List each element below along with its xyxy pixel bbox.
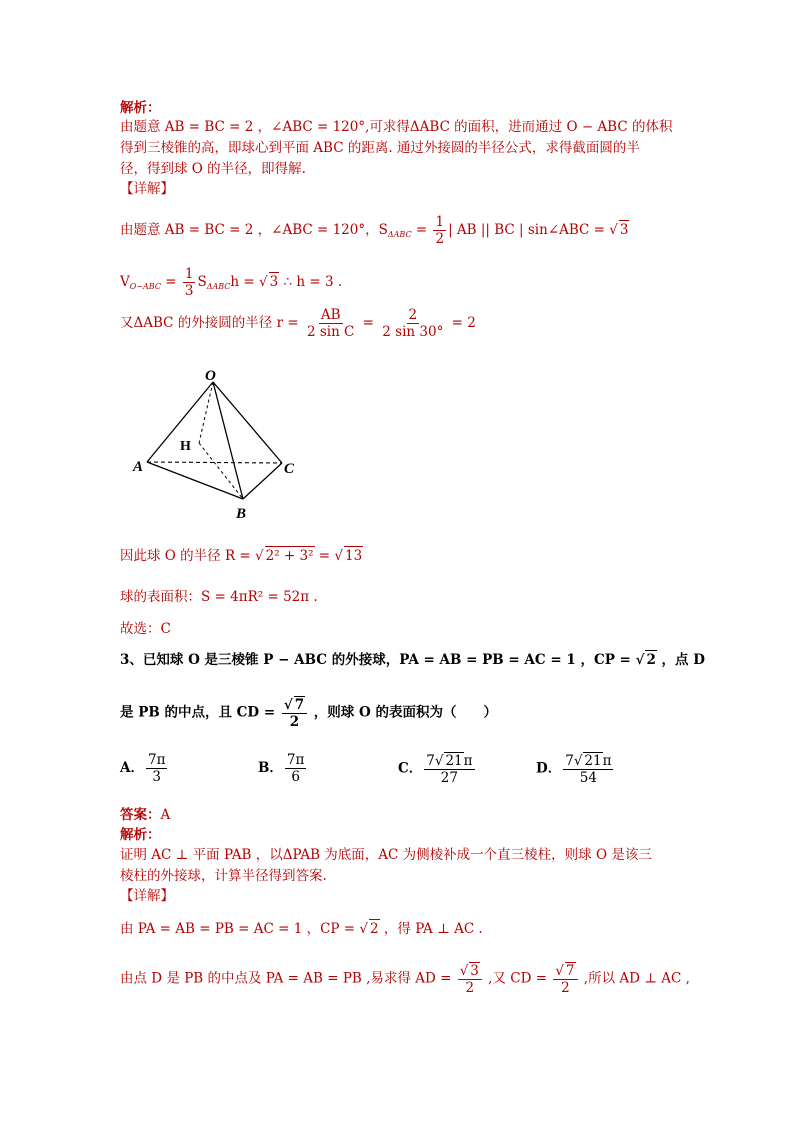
problem3-line-1: 3、已知球 O 是三棱锥 P − ABC 的外接球，PA = AB = PB = AC = 1 ，CP = √ 2 ，点 D <box>120 652 705 668</box>
answer-value: A <box>160 807 171 823</box>
answer-choice-line: 故选：C <box>120 621 171 637</box>
fraction: $\frac{1}{3}$ <box>184 266 194 299</box>
label-C: C <box>284 461 295 477</box>
problem3-analysis-line-1: 证明 AC ⊥ 平面 PAB ，以ΔPAB 为底面，AC 为侧棱补成一个直三棱柱，则球 O 是该三 <box>120 847 652 863</box>
label-H: H <box>180 439 191 454</box>
problem3-analysis-heading: 解析： <box>120 827 161 843</box>
fraction: $\frac{AB}{\text{2 sin C}}$ <box>306 307 355 340</box>
analysis-line-2: 得到三棱锥的高，即球心到平面 ABC 的距离. 通过外接圆的半径公式，求得截面圆的半 <box>120 140 640 156</box>
fraction: $\frac{√ 7}{2}$ <box>282 696 307 730</box>
tetrahedron-figure <box>125 360 315 525</box>
option-c[interactable]: C． $\frac{7√ 21\pi}{27}$ <box>398 753 473 786</box>
surface-area-line: 球的表面积：S = 4πR² = 52π . <box>120 589 318 605</box>
fraction: $\frac{1}{2}$ <box>435 214 445 247</box>
analysis-line-1: 由题意 AB = BC = 2 ，∠ABC = 120°,可求得ΔABC 的面积，进而通过 O − ABC 的体积 <box>120 119 673 135</box>
fraction: $\frac{2}{2 \sin 30^\circ}$ <box>382 307 444 340</box>
label-B: B <box>236 506 247 522</box>
answer-line: 答案：A <box>120 807 171 823</box>
edge-AB <box>147 462 243 499</box>
label-A: A <box>133 459 144 475</box>
volume-formula: $V_{O-ABC}$ = $\frac{1}{3}$ $S_{\Delta ABC}h$ = √ 3 ∴ h = 3 . <box>120 266 343 299</box>
option-b[interactable]: B． $\frac{7\pi}{6}$ <box>258 752 305 785</box>
option-d[interactable]: D． $\frac{7√ 21\pi}{54}$ <box>536 753 612 786</box>
problem3-detail-line-2: 由点 D 是 PB 的中点及 PA = AB = PB ,易求得 AD = $\frac{√ 3}{2}$ ,又 CD = $\frac{√ 7}{2}$ ,所以 AD ⊥ AC , <box>120 963 690 996</box>
sphere-radius-formula: 因此球 O 的半径 R = √ 2² + 3² = √ 13 <box>120 548 363 564</box>
fraction: $\frac{√ 7}{2}$ <box>553 962 577 996</box>
problem3-detail-heading: 【详解】 <box>120 888 174 904</box>
problem3-line-2: 是 PB 的中点，且 CD = $\frac{√ 7}{2}$ ，则球 O 的表面积为（ ） <box>120 697 497 730</box>
problem3-analysis-line-2: 棱柱的外接球，计算半径得到答案. <box>120 868 327 884</box>
detail-heading: 【详解】 <box>120 181 174 197</box>
analysis-line-3: 径，得到球 O 的半径，即得解. <box>120 161 306 177</box>
option-a[interactable]: A． $\frac{7\pi}{3}$ <box>120 752 166 785</box>
problem3-detail-line-1: 由 PA = AB = PB = AC = 1 ，CP = √ 2 ，得 PA ⊥ AC . <box>120 921 483 937</box>
label-O: O <box>205 368 216 384</box>
fraction: $\frac{√ 3}{2}$ <box>458 962 482 996</box>
detail-area-formula: 由题意 AB = BC = 2 ，∠ABC = 120°，$S_{\Delta ABC}$ = $\frac{1}{2}$ | AB || BC | sin∠ABC = √ 3 <box>120 214 629 247</box>
analysis-heading: 解析： <box>120 100 161 116</box>
circumradius-formula: 又ΔABC 的外接圆的半径 r = $\frac{AB}{\text{2 sin C}}$ = $\frac{2}{2 \sin 30^\circ}$ = 2 <box>120 307 476 340</box>
edge-BC <box>243 463 282 499</box>
